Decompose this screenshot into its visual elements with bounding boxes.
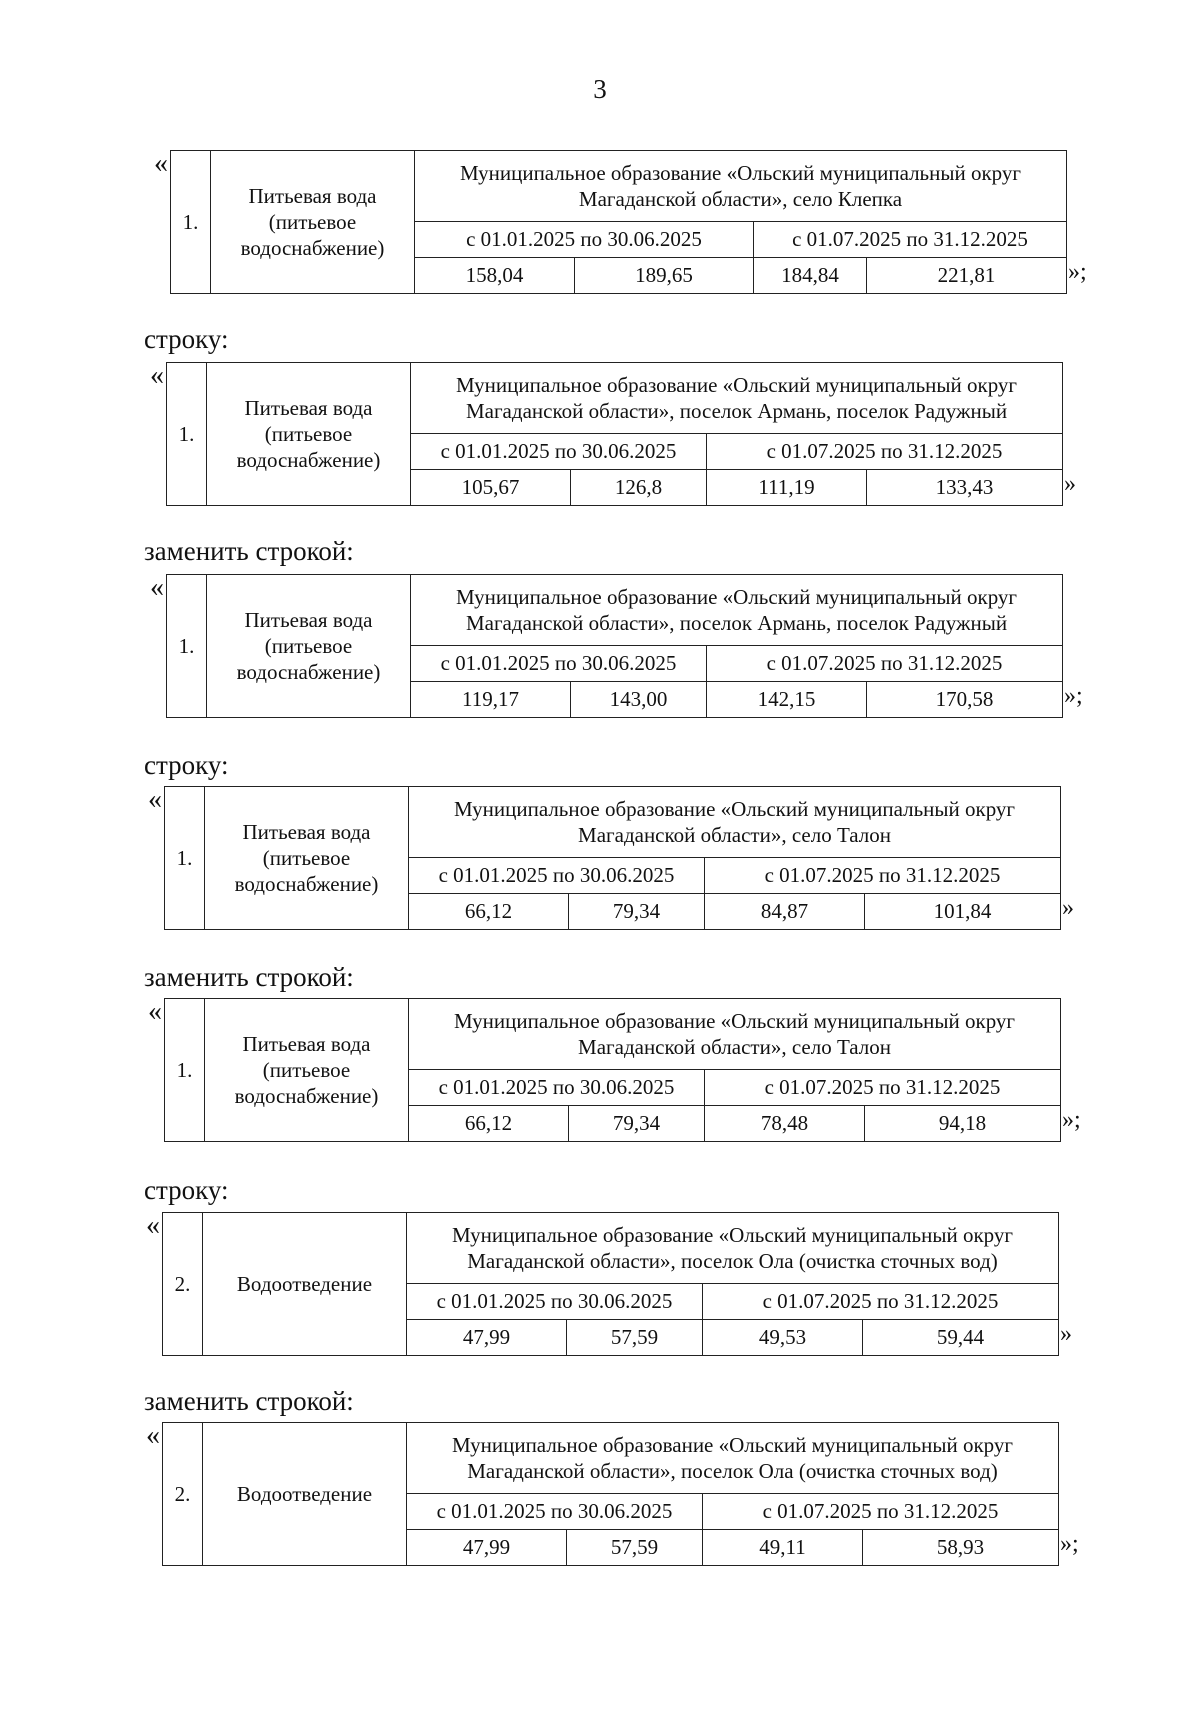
row-number: 2. <box>163 1423 203 1566</box>
tariff-block <box>142 1212 1122 1362</box>
close-quote: » <box>1062 895 1074 921</box>
tariff-value: 111,19 <box>707 469 867 505</box>
tariff-table <box>170 150 1067 294</box>
section-caption: заменить строкой: <box>144 962 354 992</box>
tariff-value: 59,44 <box>863 1319 1059 1355</box>
tariff-value: 47,99 <box>407 1319 567 1355</box>
section-caption: строку: <box>144 750 229 780</box>
period-second-half: с 01.07.2025 по 31.12.2025 <box>705 1069 1061 1105</box>
close-quote: »; <box>1060 1531 1079 1557</box>
tariff-value: 66,12 <box>409 1105 569 1141</box>
period-first-half: с 01.01.2025 по 30.06.2025 <box>409 857 705 893</box>
tariff-table <box>162 1212 1059 1356</box>
service-name: Питьевая вода (питьевое водоснабжение) <box>205 787 409 930</box>
tariff-value: 84,87 <box>705 893 865 929</box>
close-quote: »; <box>1064 683 1083 709</box>
period-second-half: с 01.07.2025 по 31.12.2025 <box>707 645 1063 681</box>
row-number: 1. <box>165 999 205 1142</box>
close-quote: »; <box>1062 1107 1081 1133</box>
row-number: 1. <box>165 787 205 930</box>
period-first-half: с 01.01.2025 по 30.06.2025 <box>409 1069 705 1105</box>
close-quote: » <box>1064 471 1076 497</box>
period-first-half: с 01.01.2025 по 30.06.2025 <box>411 433 707 469</box>
service-name: Питьевая вода (питьевое водоснабжение) <box>211 151 415 294</box>
tariff-table <box>162 1422 1059 1566</box>
period-first-half: с 01.01.2025 по 30.06.2025 <box>407 1283 703 1319</box>
tariff-value: 57,59 <box>567 1319 703 1355</box>
tariff-value: 79,34 <box>569 893 705 929</box>
municipality-name: Муниципальное образование «Ольский муниципальный округ Магаданской области», село Талон <box>409 787 1061 858</box>
municipality-name: Муниципальное образование «Ольский муниципальный округ Магаданской области», поселок Ола (очистка сточных вод) <box>407 1423 1059 1494</box>
service-name: Водоотведение <box>203 1213 407 1356</box>
tariff-block <box>150 150 1130 300</box>
tariff-value: 79,34 <box>569 1105 705 1141</box>
tariff-value: 78,48 <box>705 1105 865 1141</box>
tariff-value: 58,93 <box>863 1529 1059 1565</box>
service-name: Питьевая вода (питьевое водоснабжение) <box>205 999 409 1142</box>
tariff-block <box>144 998 1124 1148</box>
tariff-value: 66,12 <box>409 893 569 929</box>
row-number: 1. <box>171 151 211 294</box>
tariff-value: 49,53 <box>703 1319 863 1355</box>
tariff-value: 221,81 <box>867 257 1067 293</box>
municipality-name: Муниципальное образование «Ольский муниципальный округ Магаданской области», поселок Армань, поселок Радужный <box>411 575 1063 646</box>
row-number: 2. <box>163 1213 203 1356</box>
period-first-half: с 01.01.2025 по 30.06.2025 <box>407 1493 703 1529</box>
tariff-value: 170,58 <box>867 681 1063 717</box>
period-second-half: с 01.07.2025 по 31.12.2025 <box>754 221 1067 257</box>
row-number: 1. <box>167 363 207 506</box>
section-caption: строку: <box>144 1175 229 1205</box>
tariff-value: 49,11 <box>703 1529 863 1565</box>
tariff-value: 57,59 <box>567 1529 703 1565</box>
period-second-half: с 01.07.2025 по 31.12.2025 <box>703 1493 1059 1529</box>
period-first-half: с 01.01.2025 по 30.06.2025 <box>415 221 754 257</box>
page-number: 3 <box>593 74 607 104</box>
tariff-block <box>146 574 1126 724</box>
tariff-block <box>142 1422 1122 1572</box>
tariff-value: 101,84 <box>865 893 1061 929</box>
section-caption: заменить строкой: <box>144 536 354 566</box>
municipality-name: Муниципальное образование «Ольский муниципальный округ Магаданской области», село Талон <box>409 999 1061 1070</box>
municipality-name: Муниципальное образование «Ольский муниципальный округ Магаданской области», село Клепка <box>415 151 1067 222</box>
tariff-table <box>164 786 1061 930</box>
tariff-table <box>166 362 1063 506</box>
section-caption: заменить строкой: <box>144 1386 354 1416</box>
open-quote: « <box>148 996 162 1027</box>
municipality-name: Муниципальное образование «Ольский муниципальный округ Магаданской области», поселок Ола (очистка сточных вод) <box>407 1213 1059 1284</box>
period-first-half: с 01.01.2025 по 30.06.2025 <box>411 645 707 681</box>
tariff-block <box>144 786 1124 936</box>
tariff-value: 133,43 <box>867 469 1063 505</box>
municipality-name: Муниципальное образование «Ольский муниципальный округ Магаданской области», поселок Армань, поселок Радужный <box>411 363 1063 434</box>
tariff-block <box>146 362 1126 512</box>
tariff-value: 158,04 <box>415 257 575 293</box>
tariff-value: 126,8 <box>571 469 707 505</box>
period-second-half: с 01.07.2025 по 31.12.2025 <box>703 1283 1059 1319</box>
close-quote: » <box>1060 1321 1072 1347</box>
tariff-value: 184,84 <box>754 257 867 293</box>
tariff-value: 94,18 <box>865 1105 1061 1141</box>
service-name: Питьевая вода (питьевое водоснабжение) <box>207 575 411 718</box>
tariff-table <box>164 998 1061 1142</box>
tariff-value: 119,17 <box>411 681 571 717</box>
open-quote: « <box>150 360 164 391</box>
tariff-value: 105,67 <box>411 469 571 505</box>
tariff-table <box>166 574 1063 718</box>
period-second-half: с 01.07.2025 по 31.12.2025 <box>707 433 1063 469</box>
tariff-value: 142,15 <box>707 681 867 717</box>
open-quote: « <box>154 148 168 179</box>
tariff-value: 189,65 <box>575 257 754 293</box>
period-second-half: с 01.07.2025 по 31.12.2025 <box>705 857 1061 893</box>
open-quote: « <box>148 784 162 815</box>
open-quote: « <box>146 1420 160 1451</box>
service-name: Питьевая вода (питьевое водоснабжение) <box>207 363 411 506</box>
tariff-value: 47,99 <box>407 1529 567 1565</box>
tariff-value: 143,00 <box>571 681 707 717</box>
section-caption: строку: <box>144 324 229 354</box>
close-quote: »; <box>1068 259 1087 285</box>
open-quote: « <box>146 1210 160 1241</box>
open-quote: « <box>150 572 164 603</box>
row-number: 1. <box>167 575 207 718</box>
service-name: Водоотведение <box>203 1423 407 1566</box>
